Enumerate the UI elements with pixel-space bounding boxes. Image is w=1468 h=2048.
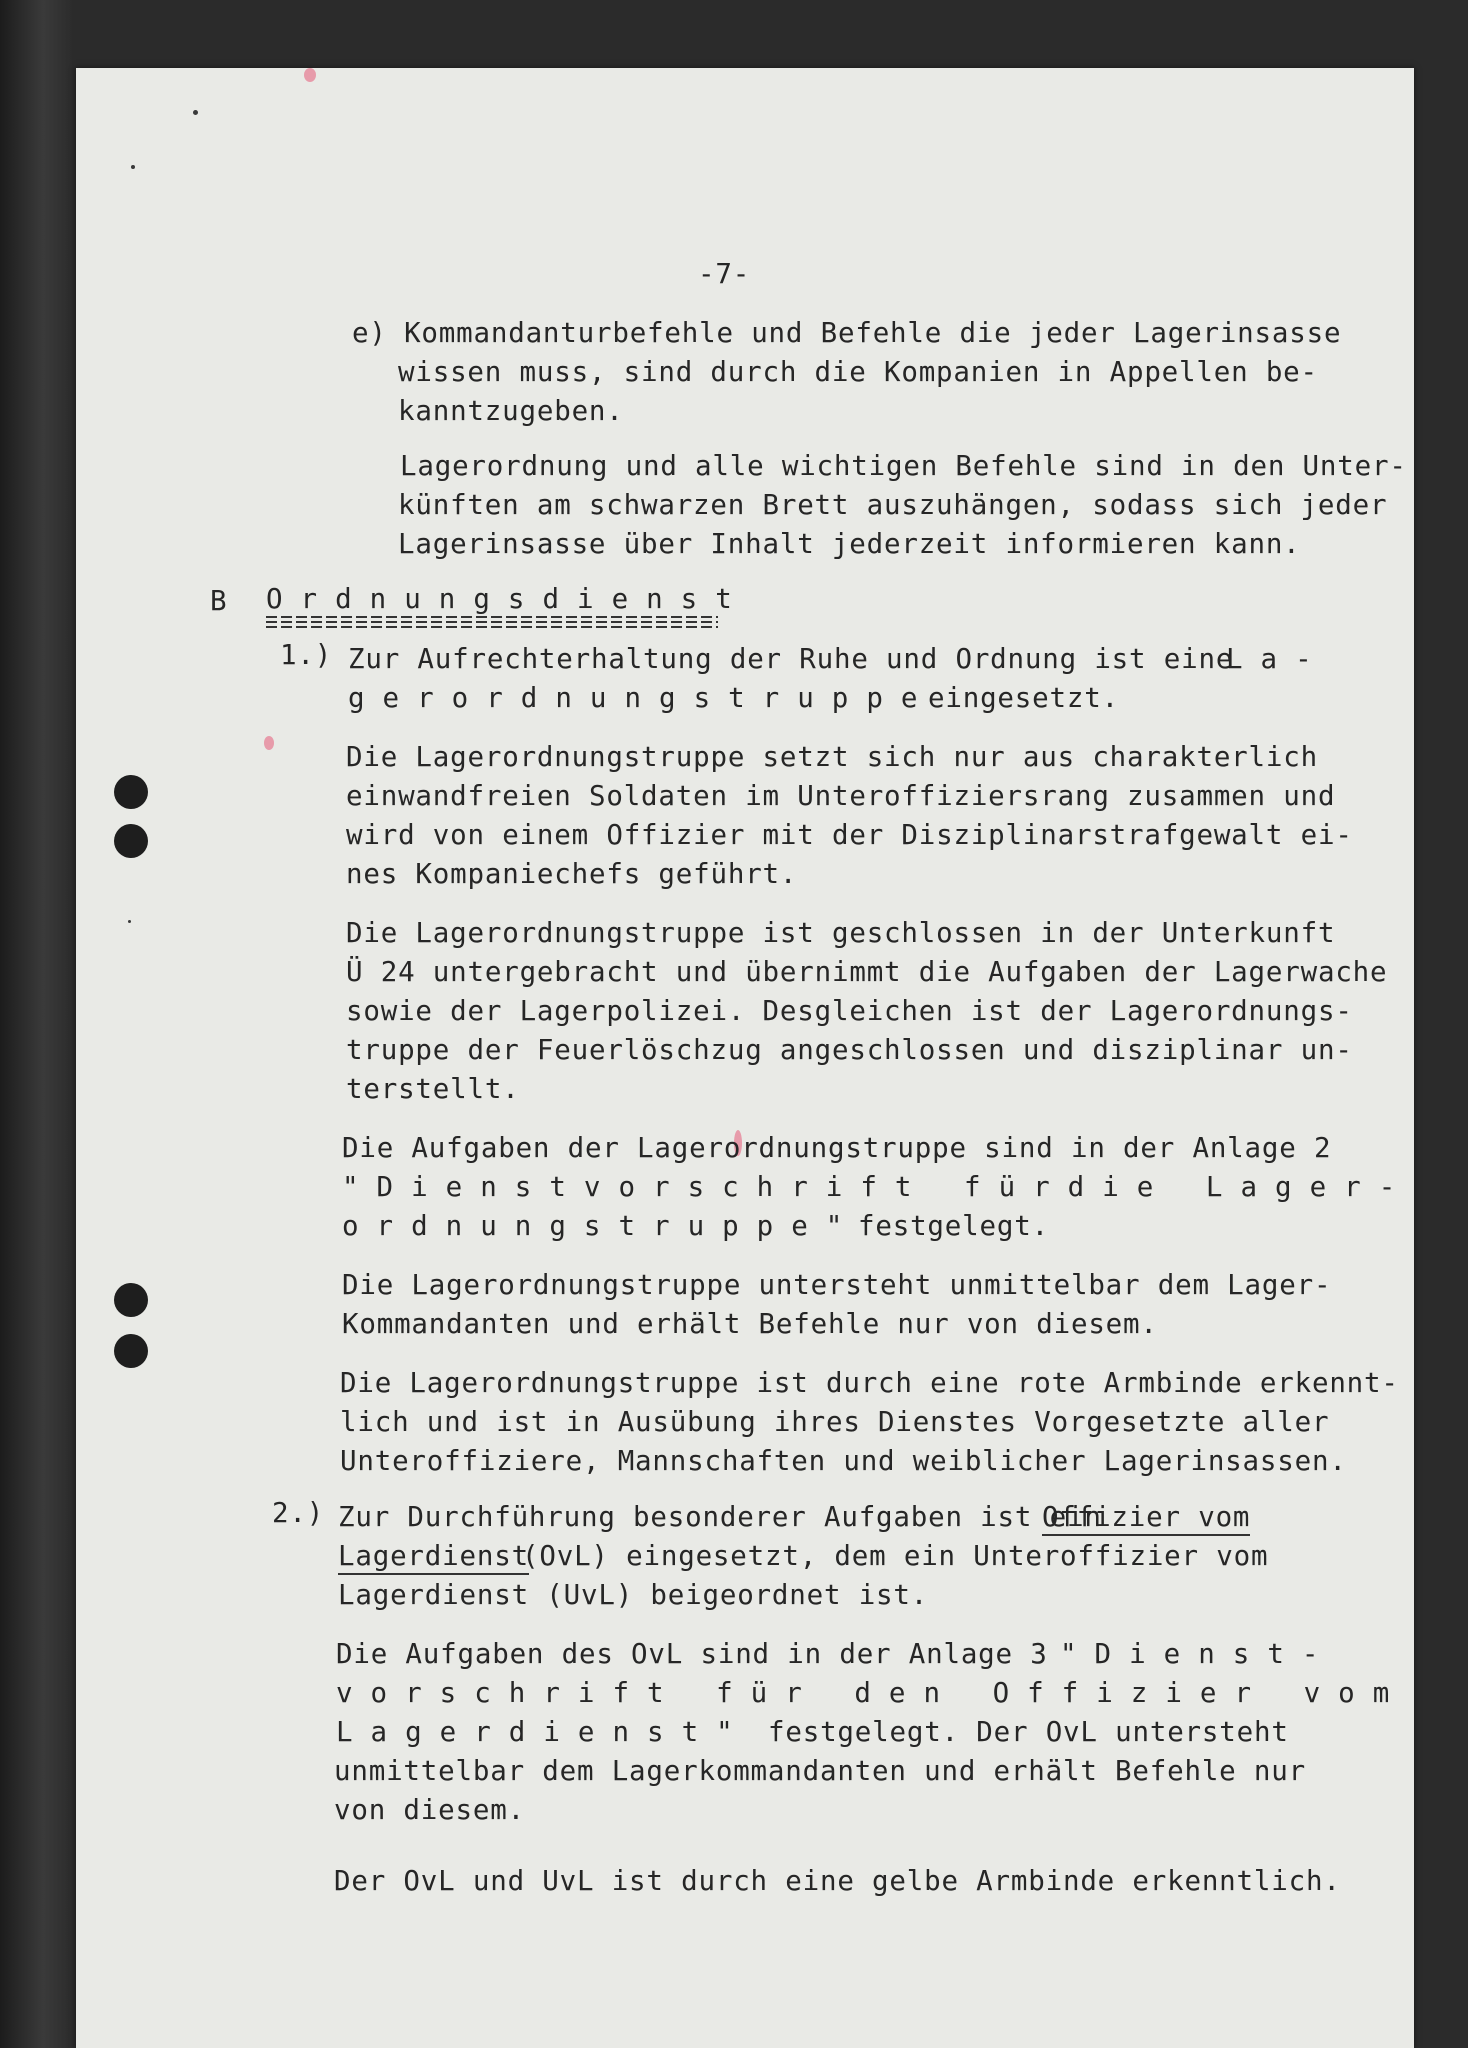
binder-edge xyxy=(0,0,72,2048)
item-e-line-3: kanntzugeben. xyxy=(398,395,624,427)
item-1-line-2-tail: eingesetzt. xyxy=(928,682,1119,714)
item-2-para2-line-4: unmittelbar dem Lagerkommandanten und erhält Befehle nur xyxy=(334,1755,1306,1787)
item-e-line-2: wissen muss, sind durch die Kompanien in Appellen be- xyxy=(398,356,1318,388)
item-1-para2-line-1: Die Lagerordnungstruppe setzt sich nur aus charakterlich xyxy=(346,741,1318,773)
item-1-para6-line-3: Unteroffiziere, Mannschaften und weiblicher Lagerinsassen. xyxy=(340,1445,1347,1477)
item-1-para5-line-2: Kommandanten und erhält Befehle nur von diesem. xyxy=(342,1308,1158,1340)
item-1-para4-line-3-spaced: ordnungstruppe" xyxy=(342,1210,861,1242)
item-1-para3-line-5: terstellt. xyxy=(346,1073,520,1105)
item-1-para3-line-1: Die Lagerordnungstruppe ist geschlossen in der Unterkunft xyxy=(346,917,1336,949)
item-1-para4-line-1: Die Aufgaben der Lagerordnungstruppe sind in der Anlage 2 xyxy=(342,1132,1332,1164)
item-2-para2-line-5: von diesem. xyxy=(334,1794,525,1826)
item-2-para3: Der OvL und UvL ist durch eine gelbe Armbinde erkenntlich. xyxy=(334,1865,1341,1897)
item-1-para4-line-2-spaced: "Dienstvorschrift fürdie Lager- xyxy=(342,1171,1414,1203)
item-2-line-1-underlined: Offizier vom xyxy=(1042,1504,1250,1536)
ink-speck xyxy=(193,110,198,115)
item-1-para3-line-2: Ü 24 untergebracht und übernimmt die Aufgaben der Lagerwache xyxy=(346,956,1388,988)
item-2-number: 2.) xyxy=(272,1497,325,1529)
item-2-line-1: Zur Durchführung besonderer Aufgaben ist ein xyxy=(338,1501,1102,1533)
item-1-para6-line-1: Die Lagerordnungstruppe ist durch eine rote Armbinde erkennt- xyxy=(340,1367,1399,1399)
item-e-para2-line-3: Lagerinsasse über Inhalt jederzeit informieren kann. xyxy=(398,528,1301,560)
item-e-para2-line-2: künften am schwarzen Brett auszuhängen, sodass sich jeder xyxy=(398,489,1388,521)
item-1-line-1: Zur Aufrechterhaltung der Ruhe und Ordnung ist eine xyxy=(348,643,1234,675)
item-1-para2-line-2: einwandfreien Soldaten im Unteroffiziersrang zusammen und xyxy=(346,780,1336,812)
item-1-para6-line-2: lich und ist in Ausübung ihres Dienstes Vorgesetzte aller xyxy=(340,1406,1330,1438)
item-1-para5-line-1: Die Lagerordnungstruppe untersteht unmittelbar dem Lager- xyxy=(342,1269,1332,1301)
stain-mark xyxy=(304,68,316,82)
item-2-para2-line-1: Die Aufgaben des OvL sind in der Anlage 3 xyxy=(336,1638,1048,1670)
section-title: Ordnungsdienst xyxy=(266,583,750,615)
item-2-para2-line-2-spaced: vorschrift für den Offizier vom xyxy=(336,1677,1408,1709)
item-1-para3-line-3: sowie der Lagerpolizei. Desgleichen ist der Lagerordnungs- xyxy=(346,995,1353,1027)
item-2-para2-line-3-tail: festgelegt. Der OvL untersteht xyxy=(768,1716,1289,1748)
punch-hole xyxy=(114,1334,148,1368)
item-1-para2-line-4: nes Kompaniechefs geführt. xyxy=(346,858,798,890)
document-page xyxy=(76,68,1414,2048)
ink-speck xyxy=(128,920,131,923)
ink-speck xyxy=(131,165,135,169)
item-2-line-3: Lagerdienst (UvL) beigeordnet ist. xyxy=(338,1579,929,1611)
item-e-para2-line-1: Lagerordnung und alle wichtigen Befehle sind in den Unter- xyxy=(400,450,1407,482)
item-2-line-2-tail: (OvL) eingesetzt, dem ein Unteroffizier vom xyxy=(522,1540,1269,1572)
item-1-para3-line-4: truppe der Feuerlöschzug angeschlossen und disziplinar un- xyxy=(346,1034,1353,1066)
item-1-line-2-spaced: gerordnungstruppe xyxy=(348,682,936,714)
punch-hole xyxy=(114,824,148,858)
item-1-para2-line-3: wird von einem Offizier mit der Disziplinarstrafgewalt ei- xyxy=(346,819,1353,851)
item-2-para2-line-1-spaced: "Dienst- xyxy=(1060,1638,1337,1670)
stain-mark xyxy=(264,736,274,750)
item-2-line-2-underlined: Lagerdienst xyxy=(338,1543,529,1575)
item-1-line-1-spaced: La- xyxy=(1226,643,1330,675)
item-1-number: 1.) xyxy=(280,639,333,671)
punch-hole xyxy=(114,1283,148,1317)
heading-double-underline xyxy=(266,616,718,628)
section-letter: B xyxy=(210,585,228,617)
punch-hole xyxy=(114,775,148,809)
page-number: -7- xyxy=(698,258,751,290)
item-e-line-1: e) Kommandanturbefehle und Befehle die jeder Lagerinsasse xyxy=(352,317,1342,349)
item-1-para4-line-3-tail: festgelegt. xyxy=(858,1210,1049,1242)
item-2-para2-line-3-spaced: Lagerdienst" xyxy=(336,1716,751,1748)
